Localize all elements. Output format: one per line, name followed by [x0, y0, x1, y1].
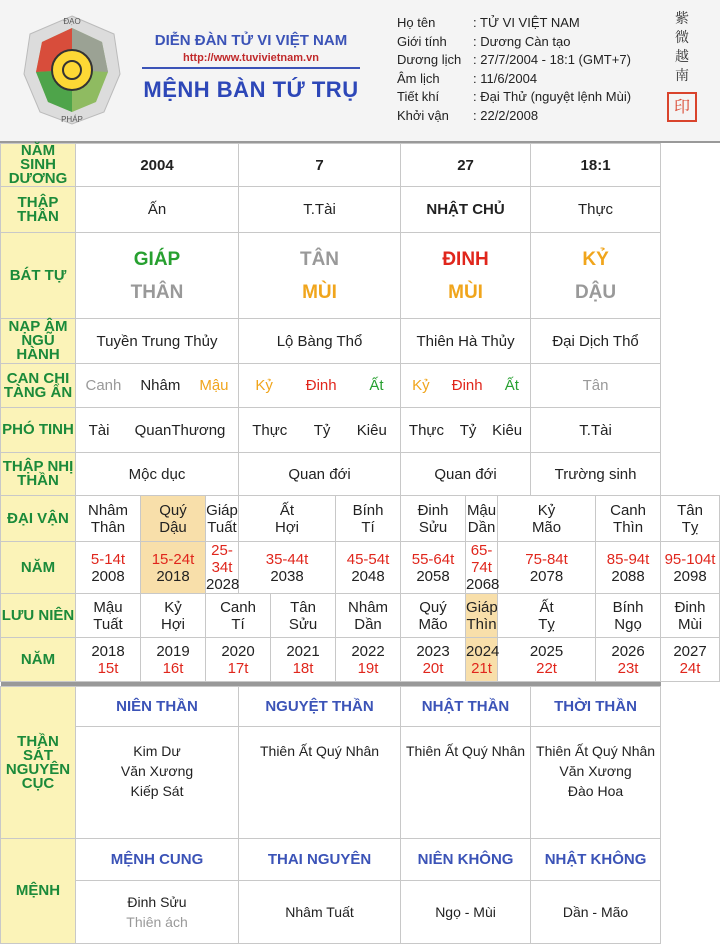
row-birth	[1, 144, 720, 187]
row-menh-body	[1, 881, 720, 944]
luu-nien-year-cell	[206, 638, 271, 682]
luu-nien-year-cell	[401, 638, 466, 682]
dai-van-year: 2028	[206, 576, 240, 593]
tang-an-item: Nhâm	[140, 377, 181, 394]
tang-an-item: Đinh	[451, 377, 483, 394]
luu-nien-year: 2021	[286, 642, 320, 660]
label-than-sat: THẦN SÁT NGUYÊN CỤC	[1, 687, 76, 839]
row-dai-van-year	[1, 542, 720, 594]
luu-nien-year-cell	[498, 638, 596, 682]
chi-text: THÂN	[130, 281, 184, 303]
dai-van-can: Đinh	[417, 501, 449, 519]
label-nam-2: NĂM	[1, 638, 76, 682]
dai-van-chi: Tỵ	[681, 518, 699, 536]
than-sat-body	[239, 727, 401, 839]
dai-van-year-cell	[141, 542, 206, 594]
than-sat-head: NHẬT THẦN	[401, 687, 531, 727]
row-luu-nien-year	[1, 638, 720, 682]
info-label: Họ tên	[397, 15, 436, 30]
dai-van-cell	[661, 496, 720, 542]
info-value: : 27/7/2004 - 18:1 (GMT+7)	[473, 51, 631, 70]
luu-nien-year-cell	[76, 638, 141, 682]
seal	[664, 10, 700, 122]
divider	[142, 67, 360, 69]
tang-an-list	[401, 377, 530, 394]
luu-nien-can: Canh	[220, 598, 256, 616]
nap-am-cell: Đại Dịch Thổ	[531, 319, 661, 364]
luu-nien-chi: Sửu	[288, 615, 318, 633]
dai-van-age: 65-74t	[470, 542, 493, 576]
than-sat-head: NIÊN THẦN	[76, 687, 239, 727]
pho-tinh-item: T.Tài	[579, 421, 612, 439]
info-row	[397, 88, 631, 107]
dai-van-chi: Tuất	[207, 518, 237, 536]
dai-van-year-cell	[401, 542, 466, 594]
tang-an-cell	[239, 364, 401, 408]
info-label: Dương lịch	[397, 52, 462, 67]
label-nam: NĂM	[1, 542, 76, 594]
tang-an-item: Ất	[504, 377, 519, 394]
label-pho-tinh: PHÓ TINH	[1, 408, 76, 453]
luu-nien-chi: Mùi	[677, 615, 703, 633]
dai-van-chi: Mão	[531, 518, 562, 536]
dai-van-chi: Sửu	[418, 518, 448, 536]
luu-nien-age: 24t	[679, 659, 701, 677]
tang-an-list	[531, 377, 660, 394]
label-thap-nhi: THẬP NHỊ THẦN	[1, 453, 76, 496]
luu-nien-cell	[401, 594, 466, 638]
pho-tinh-list	[76, 422, 238, 439]
dai-van-age: 95-104t	[664, 550, 716, 568]
luu-nien-year: 2027	[673, 642, 707, 660]
site-logo	[22, 14, 122, 126]
luu-nien-can: Nhâm	[348, 598, 389, 616]
pho-tinh-item: Kiêu	[492, 421, 523, 439]
luu-nien-chi: Hợi	[160, 615, 185, 633]
birth-cell: 2004	[76, 144, 239, 187]
pho-tinh-item: Kiêu	[356, 421, 387, 439]
dai-van-age: 75-84t	[525, 550, 568, 568]
seal-stamp-text: 印	[673, 97, 690, 116]
dai-van-can: Mậu	[466, 501, 497, 519]
info-value: : Đại Thử (nguyệt lệnh Mùi)	[473, 88, 631, 107]
tang-an-list	[239, 377, 400, 394]
than-sat-item: Thiên Ất Quý Nhân	[406, 743, 526, 759]
tang-an-item: Kỷ	[255, 377, 273, 394]
than-sat-item: Kiếp Sát	[130, 783, 184, 799]
info-label: Âm lịch	[397, 70, 440, 86]
menh-body	[531, 881, 661, 944]
luu-nien-can: Bính	[612, 598, 644, 616]
row-thap-nhi	[1, 453, 720, 496]
birth-cell: 18:1	[531, 144, 661, 187]
dai-van-year: 2068	[466, 576, 500, 593]
row-dai-van	[1, 496, 720, 542]
menh-head: NIÊN KHÔNG	[401, 839, 531, 881]
dai-van-cell	[466, 496, 498, 542]
nap-am-cell: Thiên Hà Thủy	[401, 319, 531, 364]
than-sat-head: THỜI THẦN	[531, 687, 661, 727]
luu-nien-cell	[141, 594, 206, 638]
dai-van-year-cell	[239, 542, 336, 594]
pho-tinh-list	[531, 422, 660, 439]
menh-value: Ngọ - Mùi	[435, 904, 496, 920]
row-can-chi	[1, 364, 720, 408]
menh-body	[401, 881, 531, 944]
dai-van-year: 2098	[673, 567, 707, 585]
tang-an-cell	[401, 364, 531, 408]
birth-cell: 27	[401, 144, 531, 187]
label-can-chi: CAN CHI TÀNG ẨN	[1, 364, 76, 408]
tang-an-item: Mậu	[199, 377, 229, 394]
pho-tinh-list	[401, 422, 530, 439]
thap-nhi-cell: Trường sinh	[531, 453, 661, 496]
thap-nhi-cell: Quan đới	[401, 453, 531, 496]
pho-tinh-item: Tỷ	[459, 421, 477, 439]
row-nap-am	[1, 319, 720, 364]
page-title: MỆNH BÀN TỨ TRỤ	[143, 77, 359, 102]
pho-tinh-item: QuanThương	[134, 421, 226, 439]
pho-tinh-cell	[531, 408, 661, 453]
dai-van-year: 2048	[351, 567, 385, 585]
luu-nien-chi: Dần	[354, 615, 382, 633]
info-row	[397, 107, 631, 126]
can-text: KỶ	[582, 248, 609, 270]
than-sat-item: Đào Hoa	[567, 783, 624, 799]
luu-nien-cell	[206, 594, 271, 638]
pho-tinh-item: Tài	[88, 421, 110, 439]
pho-tinh-item: Thực	[408, 421, 444, 439]
dai-van-chi: Tí	[361, 518, 375, 536]
luu-nien-age: 22t	[536, 659, 557, 677]
dai-van-cell	[498, 496, 596, 542]
than-sat-head: NGUYỆT THẦN	[239, 687, 401, 727]
luu-nien-can: Quý	[419, 598, 447, 616]
luu-nien-year: 2023	[416, 642, 450, 660]
row-than-sat-head	[1, 687, 720, 727]
luu-nien-chi: Thìn	[466, 615, 497, 633]
pho-tinh-item: Thực	[252, 421, 288, 439]
luu-nien-can: Mậu	[93, 598, 123, 616]
dai-van-cell	[206, 496, 239, 542]
tang-an-item: Kỷ	[412, 377, 430, 394]
luu-nien-cell	[596, 594, 661, 638]
thap-nhi-cell: Quan đới	[239, 453, 401, 496]
dai-van-can: Tân	[677, 501, 703, 519]
nap-am-cell: Tuyền Trung Thủy	[76, 319, 239, 364]
can-text: ĐINH	[442, 248, 489, 270]
luu-nien-year-cell	[336, 638, 401, 682]
logo-text-2: PHÁP	[61, 115, 83, 124]
label-luu-nien: LƯU NIÊN	[1, 594, 76, 638]
luu-nien-year: 2019	[156, 642, 190, 660]
dai-van-year-cell	[336, 542, 401, 594]
label-birth: NĂM SINH DƯƠNG	[1, 144, 76, 187]
luu-nien-year: 2020	[221, 642, 255, 660]
dai-van-year-cell	[596, 542, 661, 594]
site-url[interactable]: http://www.tuvivietnam.vn	[183, 52, 319, 64]
than-sat-item: Thiên Ất Quý Nhân	[259, 743, 380, 759]
than-sat-item: Văn Xương	[559, 763, 632, 779]
luu-nien-chi: Tuất	[93, 615, 123, 633]
seal-char: 微	[675, 30, 689, 46]
can-text: TÂN	[299, 248, 340, 270]
can-text: GIÁP	[133, 248, 181, 270]
luu-nien-year-cell	[271, 638, 336, 682]
info-row	[397, 70, 631, 89]
tang-an-item: Tân	[582, 377, 609, 394]
info-row	[397, 33, 631, 52]
label-dai-van: ĐẠI VẬN	[1, 496, 76, 542]
info-value: : 22/2/2008	[473, 107, 538, 126]
luu-nien-year-cell	[596, 638, 661, 682]
pho-tinh-cell	[76, 408, 239, 453]
bat-tu-cell	[531, 233, 661, 319]
dai-van-chi: Thân	[90, 518, 126, 536]
dai-van-year: 2018	[156, 567, 190, 585]
seal-char: 紫	[675, 11, 689, 27]
info-label: Giới tính	[397, 33, 447, 49]
pho-tinh-item: Tỷ	[313, 421, 331, 439]
tang-an-cell	[76, 364, 239, 408]
luu-nien-cell	[661, 594, 720, 638]
pho-tinh-list	[239, 422, 400, 439]
dai-van-chi: Hợi	[275, 518, 300, 536]
birth-info	[397, 14, 631, 125]
dai-van-cell	[239, 496, 336, 542]
menh-note: Thiên ách	[126, 914, 188, 930]
luu-nien-age: 16t	[162, 659, 184, 677]
luu-nien-year: 2026	[611, 642, 645, 660]
luu-nien-age: 21t	[471, 659, 492, 677]
luu-nien-year-cell	[141, 638, 206, 682]
menh-value: Nhâm Tuất	[285, 904, 354, 920]
dai-van-cell	[141, 496, 206, 542]
label-thap-than: THẬP THẦN	[1, 187, 76, 233]
dai-van-can: Quý	[159, 501, 187, 519]
info-value: : TỬ VI VIỆT NAM	[473, 14, 580, 33]
dai-van-year-cell	[76, 542, 141, 594]
dai-van-age: 45-54t	[346, 550, 390, 568]
chi-text: MÙI	[302, 281, 337, 303]
dai-van-year: 2038	[270, 567, 304, 585]
dai-van-can: Bính	[352, 501, 384, 519]
dai-van-year-cell	[661, 542, 720, 594]
label-bat-tu: BÁT TỰ	[1, 233, 76, 319]
seal-stamp	[667, 92, 697, 122]
luu-nien-cell	[271, 594, 336, 638]
info-row	[397, 51, 631, 70]
menh-head: THAI NGUYÊN	[239, 839, 401, 881]
luu-nien-can: Tân	[290, 598, 316, 616]
bat-tu-cell	[401, 233, 531, 319]
luu-nien-age: 23t	[617, 659, 639, 677]
dai-van-year: 2078	[529, 567, 564, 585]
row-thap-than	[1, 187, 720, 233]
luu-nien-cell	[336, 594, 401, 638]
info-label: Tiết khí	[397, 89, 440, 104]
chart-table	[0, 143, 720, 944]
birth-cell: 7	[239, 144, 401, 187]
luu-nien-year-cell	[661, 638, 720, 682]
tang-an-item: Canh	[85, 377, 122, 394]
thap-than-cell: Ấn	[76, 187, 239, 233]
luu-nien-year: 2025	[529, 642, 564, 660]
luu-nien-cell	[466, 594, 498, 638]
label-menh: MỆNH	[1, 839, 76, 944]
luu-nien-age: 19t	[357, 659, 379, 677]
chi-text: MÙI	[448, 281, 483, 303]
luu-nien-year-cell	[466, 638, 498, 682]
info-value: : 11/6/2004	[473, 70, 537, 89]
row-pho-tinh	[1, 408, 720, 453]
dai-van-can: Ất	[279, 501, 295, 519]
site-name: DIỄN ĐÀN TỬ VI VIỆT NAM	[154, 32, 348, 49]
tang-an-item: Đinh	[305, 377, 337, 394]
dai-van-age: 55-64t	[411, 550, 455, 568]
dai-van-can: Nhâm	[87, 501, 128, 519]
dai-van-age: 85-94t	[606, 550, 650, 568]
dai-van-year: 2088	[611, 567, 645, 585]
than-sat-body	[76, 727, 239, 839]
luu-nien-chi: Tỵ	[538, 615, 555, 633]
dai-van-year-cell	[206, 542, 239, 594]
thap-nhi-cell: Mộc dục	[76, 453, 239, 496]
menh-value: Đinh Sửu	[127, 894, 187, 910]
menh-body	[76, 881, 239, 944]
than-sat-body	[531, 727, 661, 839]
label-nap-am: NẠP ÂM NGŨ HÀNH	[1, 319, 76, 364]
dai-van-chi: Dần	[467, 518, 496, 536]
dai-van-cell	[76, 496, 141, 542]
dai-van-year: 2058	[416, 567, 450, 585]
pho-tinh-cell	[239, 408, 401, 453]
dai-van-year-cell	[498, 542, 596, 594]
dai-van-age: 5-14t	[90, 550, 126, 568]
luu-nien-cell	[76, 594, 141, 638]
dai-van-chi: Thìn	[613, 518, 644, 536]
seal-char: 南	[675, 68, 689, 84]
dai-van-can: Giáp	[206, 501, 238, 519]
luu-nien-chi: Tí	[231, 615, 245, 633]
dai-van-can: Canh	[610, 501, 646, 519]
nap-am-cell: Lộ Bàng Thổ	[239, 319, 401, 364]
luu-nien-cell	[498, 594, 596, 638]
luu-nien-age: 17t	[227, 659, 249, 677]
info-label: Khởi vận	[397, 107, 449, 123]
row-luu-nien	[1, 594, 720, 638]
luu-nien-age: 15t	[97, 659, 119, 677]
thap-than-cell: NHẬT CHỦ	[401, 187, 531, 233]
luu-nien-can: Giáp	[466, 598, 498, 616]
luu-nien-age: 20t	[422, 659, 444, 677]
dai-van-chi: Dậu	[159, 518, 187, 536]
dai-van-cell	[596, 496, 661, 542]
chi-text: DẬU	[574, 281, 617, 303]
header	[0, 0, 720, 143]
luu-nien-can: Ất	[539, 598, 554, 616]
than-sat-item: Kim Dư	[133, 743, 181, 759]
dai-van-age: 35-44t	[265, 550, 309, 568]
menh-body	[239, 881, 401, 944]
menh-head: MỆNH CUNG	[76, 839, 239, 881]
site-block	[136, 32, 366, 103]
bat-tu-cell	[76, 233, 239, 319]
menh-value: Dần - Mão	[562, 904, 629, 920]
luu-nien-chi: Ngọ	[614, 615, 642, 633]
dai-van-year-cell	[466, 542, 498, 594]
info-row	[397, 14, 631, 33]
tang-an-cell	[531, 364, 661, 408]
dai-van-can: Kỷ	[537, 501, 556, 519]
luu-nien-can: Đinh	[674, 598, 706, 616]
dai-van-age: 15-24t	[151, 550, 195, 568]
luu-nien-can: Kỷ	[164, 598, 182, 616]
than-sat-item: Thiên Ất Quý Nhân	[536, 743, 656, 759]
luu-nien-chi: Mão	[418, 615, 448, 633]
seal-char: 越	[675, 49, 689, 65]
menh-head: NHẬT KHÔNG	[531, 839, 661, 881]
row-bat-tu	[1, 233, 720, 319]
luu-nien-year: 2018	[91, 642, 125, 660]
luu-nien-year: 2022	[351, 642, 385, 660]
pho-tinh-cell	[401, 408, 531, 453]
than-sat-item: Văn Xương	[120, 763, 194, 779]
dai-van-age: 25-34t	[211, 542, 233, 576]
dai-van-year: 2008	[91, 567, 125, 585]
luu-nien-year: 2024	[466, 642, 500, 660]
tang-an-item: Ất	[369, 377, 384, 394]
dai-van-cell	[401, 496, 466, 542]
tang-an-list	[76, 377, 238, 394]
logo-text-1: ĐẠO	[63, 17, 81, 26]
info-value: : Dương Càn tạo	[473, 33, 570, 52]
row-than-sat-body	[1, 727, 720, 839]
thap-than-cell: Thực	[531, 187, 661, 233]
luu-nien-age: 18t	[292, 659, 314, 677]
thap-than-cell: T.Tài	[239, 187, 401, 233]
dai-van-cell	[336, 496, 401, 542]
bat-tu-cell	[239, 233, 401, 319]
than-sat-body	[401, 727, 531, 839]
row-menh-head	[1, 839, 720, 881]
